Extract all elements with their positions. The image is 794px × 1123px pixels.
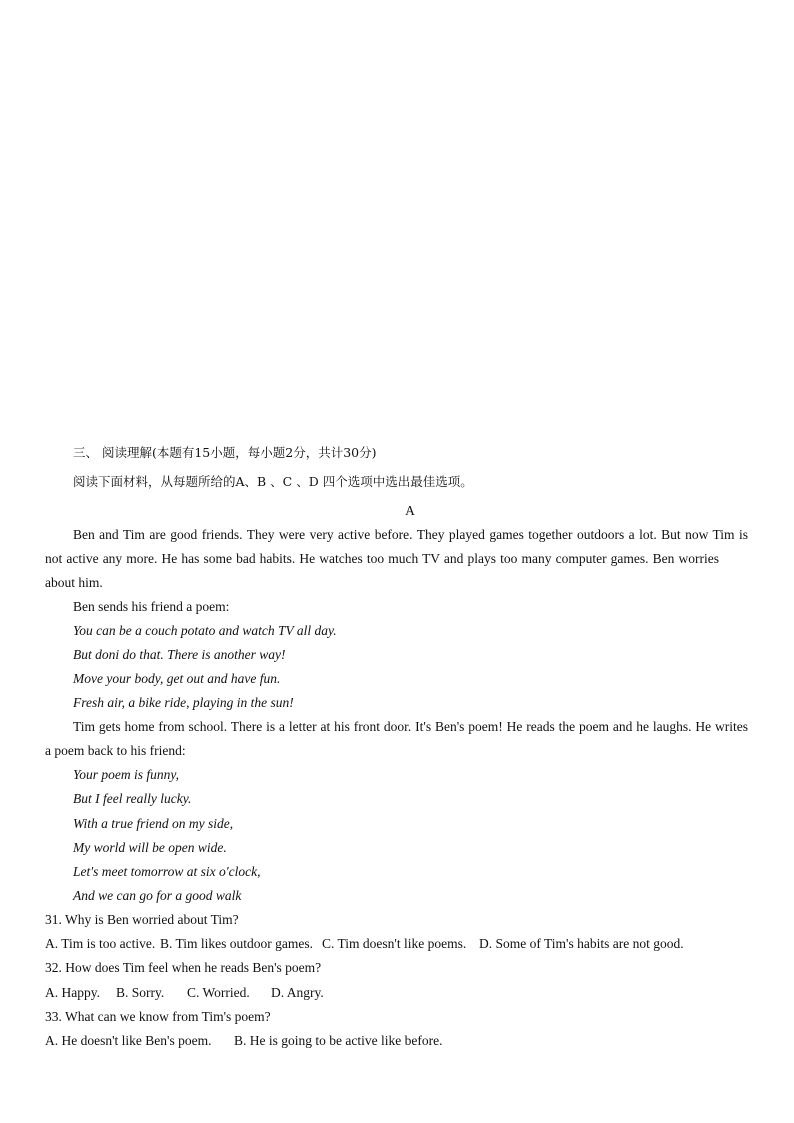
question-32-option-a: A. Happy. [45,985,100,1000]
passage-label: A [405,503,415,518]
question-32-option-b: B. Sorry. [116,985,165,1000]
poem1-line2: But doni do that. There is another way! [73,647,286,662]
question-32-options [45,984,324,1002]
question-33-stem: 33. What can we know from Tim's poem? [45,1009,271,1024]
passage-para3-line2: a poem back to his friend: [45,743,186,758]
question-33-option-b: B. He is going to be active like before. [234,1033,443,1048]
poem2-line1: Your poem is funny, [73,767,180,782]
question-31-option-a: A. Tim is too active. [45,936,156,951]
poem2-line2: But I feel really lucky. [73,791,192,806]
poem2-line3: With a true friend on my side, [73,816,234,831]
question-31-option-b: B. Tim likes outdoor games. [160,936,314,951]
passage-para3-line1: Tim gets home from school. There is a letter at his front door. It's Ben's poem! He reads the poem and he laughs. He writes [73,719,748,734]
passage-para1-line3: about him. [45,575,103,590]
poem1-line1: You can be a couch potato and watch TV all day. [73,623,337,638]
question-31-option-c: C. Tim doesn't like poems. [322,936,467,951]
question-31-options [45,935,684,953]
poem2-line6: And we can go for a good walk [73,888,242,903]
passage-para1-line1: Ben and Tim are good friends. They were very active before. They played games together outdoors a lot. But now Tim is [73,527,748,542]
section-instruction: 阅读下面材料，从每题所给的A、B 、C 、D 四个选项中选出最佳选项。 [73,474,473,489]
question-31-stem: 31. Why is Ben worried about Tim? [45,912,239,927]
poem1-line4: Fresh air, a bike ride, playing in the sun! [73,695,294,710]
poem2-line4: My world will be open wide. [73,840,227,855]
question-31-option-d: D. Some of Tim's habits are not good. [479,936,684,951]
poem1-line3: Move your body, get out and have fun. [73,671,281,686]
poem2-line5: Let's meet tomorrow at six o'clock, [73,864,261,879]
section-heading: 三、 阅读理解(本题有15小题，每小题2分，共计30分) [73,445,377,460]
question-32-option-c: C. Worried. [187,985,250,1000]
question-32-option-d: D. Angry. [271,985,324,1000]
passage-para2: Ben sends his friend a poem: [73,599,230,614]
passage-para1-line2: not active any more. He has some bad habits. He watches too much TV and plays too many computer games. Ben worries [45,551,719,566]
question-33-options [45,1032,442,1050]
question-33-option-a: A. He doesn't like Ben's poem. [45,1033,212,1048]
question-32-stem: 32. How does Tim feel when he reads Ben's poem? [45,960,322,975]
